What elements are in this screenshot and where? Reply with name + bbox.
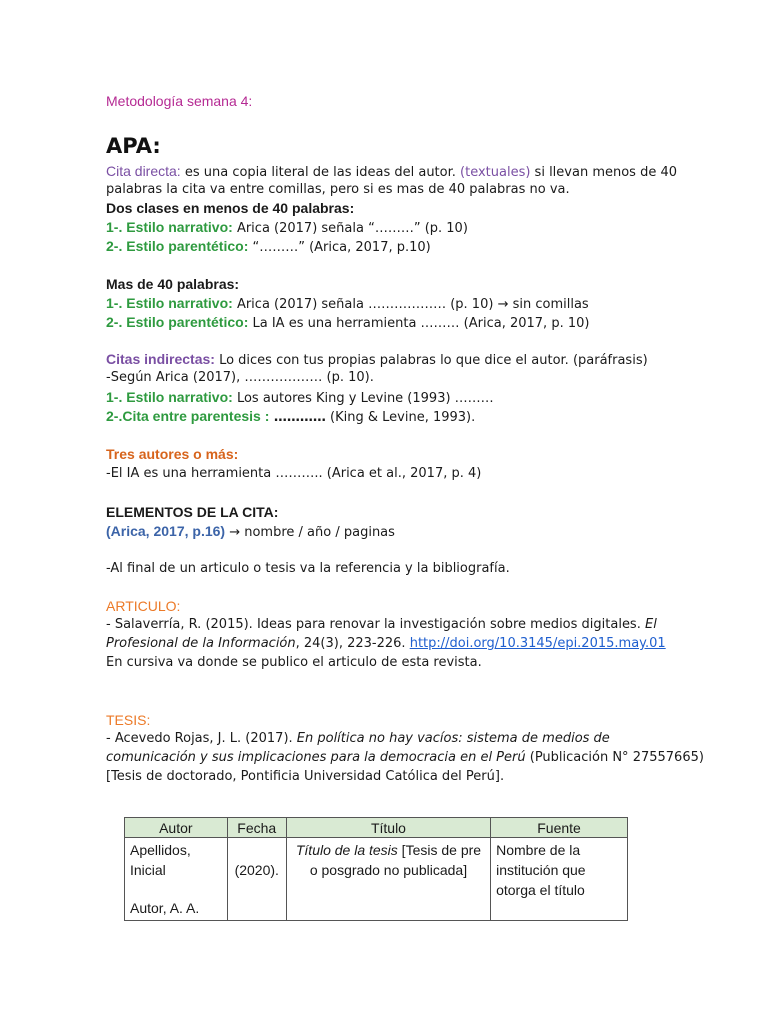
estilo-parentetico-label: 2-. Estilo parentético: bbox=[106, 238, 249, 254]
citas-indirectas-text: Lo dices con tus propias palabras lo que dice el autor. (paráfrasis) bbox=[214, 353, 648, 368]
reference-table bbox=[124, 817, 628, 921]
apa-title: APA: bbox=[106, 134, 161, 158]
autor-example: Autor, A. A. bbox=[130, 900, 200, 916]
header-titulo: Título bbox=[286, 818, 490, 838]
autor-line: Apellidos, bbox=[130, 842, 191, 858]
header-fuente: Fuente bbox=[491, 818, 628, 838]
tesis-title-italic-2: comunicación y sus implicaciones para la democracia en el Perú bbox=[106, 750, 526, 765]
cita-directa-label: Cita directa: bbox=[106, 163, 181, 179]
indirectas-item-2 bbox=[106, 407, 475, 427]
table-header-row bbox=[125, 818, 628, 838]
cita-directa-text: es una copia literal de las ideas del autor. bbox=[180, 165, 461, 180]
articulo-ref-text: - Salaverría, R. (2015). Ideas para renovar la investigación sobre medios digitales. bbox=[106, 617, 645, 632]
final-note: -Al final de un articulo o tesis va la referencia y la bibliografía. bbox=[106, 561, 510, 576]
cita-example: (Arica, 2017, p.16) bbox=[106, 523, 226, 539]
articulo-line-3: En cursiva va donde se publico el articulo de esta revista. bbox=[106, 655, 482, 670]
tesis-line-1 bbox=[106, 730, 610, 748]
estilo-parentetico-text: “………” (Arica, 2017, p.10) bbox=[248, 240, 431, 255]
section-heading: Metodología semana 4: bbox=[106, 93, 253, 109]
cell-fuente bbox=[491, 838, 628, 921]
estilo-narrativo-label: 1-. Estilo narrativo: bbox=[106, 389, 233, 405]
dos-clases-item-2 bbox=[106, 237, 431, 257]
cita-parentesis-label: 2-.Cita entre parentesis : bbox=[106, 408, 270, 424]
tesis-line-3: [Tesis de doctorado, Pontificia Universidad Católica del Perú]. bbox=[106, 769, 505, 784]
titulo-text: [Tesis de pre bbox=[397, 842, 482, 858]
doi-link[interactable]: http://doi.org/10.3145/epi.2015.may.01 bbox=[409, 636, 666, 651]
elementos-example-line bbox=[106, 522, 395, 542]
elementos-tail: nombre / año / paginas bbox=[240, 525, 395, 540]
cita-directa-line-1 bbox=[106, 162, 677, 182]
indirectas-line-2: -Según Arica (2017), ……………… (p. 10). bbox=[106, 370, 374, 385]
mas-40-title: Mas de 40 palabras: bbox=[106, 276, 240, 292]
header-autor: Autor bbox=[125, 818, 228, 838]
estilo-narrativo-label: 1-. Estilo narrativo: bbox=[106, 219, 233, 235]
sin-comillas-text: sin comillas bbox=[508, 297, 589, 312]
elementos-title: ELEMENTOS DE LA CITA: bbox=[106, 504, 279, 520]
right-arrow-icon: → bbox=[229, 525, 241, 540]
tres-autores-title: Tres autores o más: bbox=[106, 446, 239, 462]
autor-line: Inicial bbox=[130, 862, 166, 878]
citas-indirectas-label: Citas indirectas: bbox=[106, 351, 215, 367]
dos-clases-title: Dos clases en menos de 40 palabras: bbox=[106, 200, 355, 216]
estilo-narrativo-text: Los autores King y Levine (1993) ……… bbox=[232, 391, 494, 406]
estilo-narrativo-text: Arica (2017) señala ……………… (p. 10) bbox=[232, 297, 498, 312]
textuales-note: (textuales) bbox=[460, 165, 531, 180]
articulo-line-1 bbox=[106, 616, 657, 634]
estilo-parentetico-text: La IA es una herramienta ……… (Arica, 2017, p. 10) bbox=[248, 316, 590, 331]
cita-directa-text-2: si llevan menos de 40 bbox=[530, 165, 678, 180]
fuente-line: Nombre de la bbox=[496, 842, 581, 858]
titulo-line-2: o posgrado no publicada] bbox=[309, 862, 468, 878]
cita-parentesis-text: (King & Levine, 1993). bbox=[325, 410, 476, 425]
fuente-line: otorga el título bbox=[496, 882, 585, 898]
estilo-narrativo-text: Arica (2017) señala “………” (p. 10) bbox=[232, 221, 468, 236]
tesis-title-italic: En política no hay vacíos: sistema de medios de bbox=[296, 731, 610, 746]
tesis-author: - Acevedo Rojas, J. L. (2017). bbox=[106, 731, 297, 746]
right-arrow-icon: → bbox=[497, 297, 509, 312]
tesis-line-2 bbox=[106, 749, 704, 767]
indirectas-line-1 bbox=[106, 350, 648, 370]
indirectas-item-1 bbox=[106, 388, 494, 408]
articulo-journal-italic: El bbox=[644, 617, 657, 632]
dos-clases-item-1 bbox=[106, 218, 468, 238]
estilo-parentetico-label: 2-. Estilo parentético: bbox=[106, 314, 249, 330]
estilo-narrativo-label: 1-. Estilo narrativo: bbox=[106, 295, 233, 311]
header-fecha: Fecha bbox=[227, 818, 286, 838]
fecha-value: (2020). bbox=[234, 862, 279, 878]
cell-titulo bbox=[286, 838, 490, 921]
table-row bbox=[125, 838, 628, 921]
articulo-line-2 bbox=[106, 635, 666, 653]
fuente-line: institución que bbox=[496, 862, 586, 878]
articulo-journal-name: Profesional de la Información bbox=[106, 636, 296, 651]
mas-40-item-2 bbox=[106, 313, 589, 333]
titulo-italic: Título de la tesis bbox=[295, 842, 398, 858]
articulo-volume: , 24(3), 223-226. bbox=[295, 636, 410, 651]
tesis-publication: (Publicación N° 27557665) bbox=[525, 750, 704, 765]
tres-autores-text: -El IA es una herramienta ……….. (Arica et al., 2017, p. 4) bbox=[106, 466, 482, 481]
tesis-title: TESIS: bbox=[106, 712, 151, 728]
cita-directa-line-2: palabras la cita va entre comillas, pero si es mas de 40 palabras no va. bbox=[106, 182, 570, 197]
cita-parentesis-dots: ………… bbox=[269, 410, 326, 425]
cell-fecha bbox=[227, 838, 286, 921]
cell-autor bbox=[125, 838, 228, 921]
articulo-title: ARTICULO: bbox=[106, 598, 181, 614]
mas-40-item-1 bbox=[106, 294, 589, 314]
